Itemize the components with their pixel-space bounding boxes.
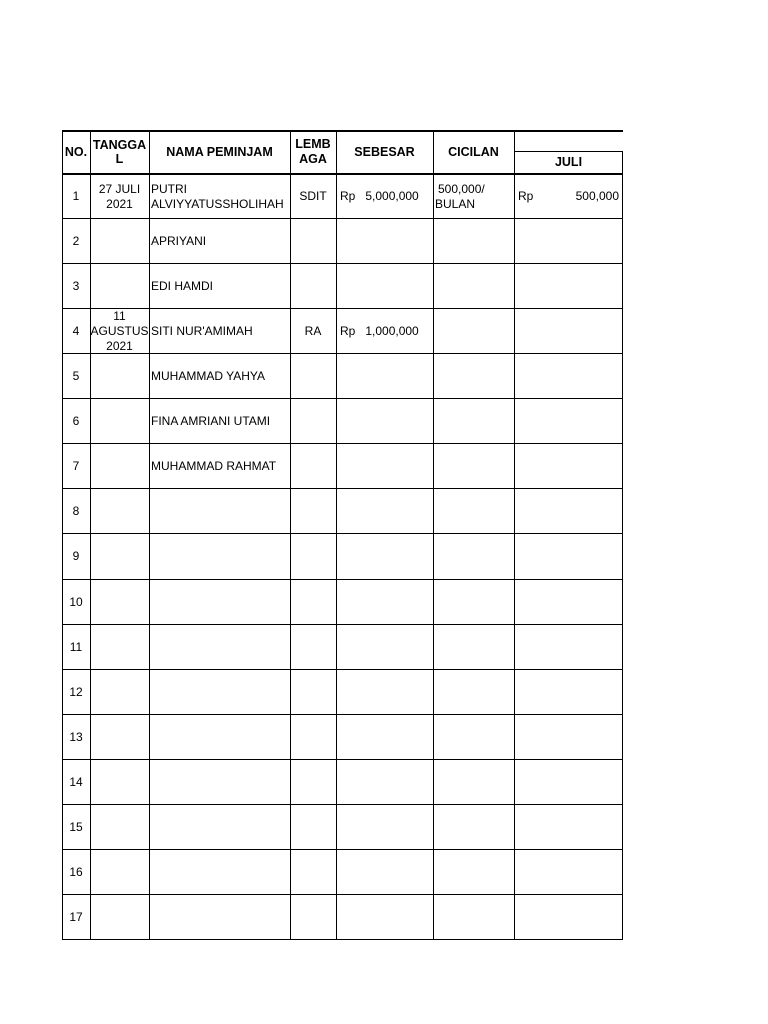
cell-nama <box>149 895 290 940</box>
cell-lembaga <box>290 580 336 625</box>
cell-no: 3 <box>72 279 80 294</box>
grid-line <box>62 488 623 489</box>
cell-tanggal <box>90 219 149 264</box>
cell-cicilan <box>433 219 514 264</box>
cell-nama: APRIYANI <box>151 234 207 249</box>
cell-juli <box>514 309 623 354</box>
cell-nama: MUHAMMAD YAHYA <box>151 369 266 384</box>
cell-lembaga <box>290 264 336 309</box>
header-tanggal: TANGGAL <box>92 138 147 166</box>
grid-line <box>62 533 623 534</box>
currency-label: Rp <box>340 189 356 204</box>
cell-no: 2 <box>72 234 80 249</box>
cell-tanggal <box>90 399 149 444</box>
cell-lembaga <box>290 219 336 264</box>
cell-sebesar <box>336 850 433 895</box>
grid-line <box>149 130 150 940</box>
cell-no: 9 <box>72 549 80 564</box>
cell-tanggal <box>90 264 149 309</box>
cell-juli <box>514 580 623 625</box>
grid-line <box>62 173 623 175</box>
cell-sebesar <box>336 444 433 489</box>
cell-no: 14 <box>69 774 83 789</box>
grid-line <box>62 894 623 895</box>
cell-lembaga <box>290 670 336 715</box>
grid-line <box>62 443 623 444</box>
cell-nama <box>149 580 290 625</box>
cell-juli <box>514 805 623 850</box>
cell-juli <box>514 174 623 219</box>
cell-lembaga <box>290 760 336 805</box>
cell-cicilan <box>433 354 514 399</box>
grid-line <box>62 669 623 670</box>
cell-cicilan <box>433 850 514 895</box>
cell-cicilan <box>433 805 514 850</box>
cell-lembaga <box>290 715 336 760</box>
cell-juli <box>514 219 623 264</box>
cell-no: 12 <box>69 684 83 699</box>
grid-line <box>514 130 515 940</box>
cell-juli <box>514 444 623 489</box>
cell-juli <box>514 895 623 940</box>
cell-sebesar <box>336 264 433 309</box>
cell-no: 6 <box>72 414 80 429</box>
cell-nama <box>149 670 290 715</box>
cell-lembaga <box>290 444 336 489</box>
amount-value: 1,000,000 <box>365 324 419 339</box>
grid-line <box>90 130 91 940</box>
cell-juli <box>514 715 623 760</box>
cell-sebesar <box>336 354 433 399</box>
cell-nama <box>149 850 290 895</box>
cell-no: 8 <box>72 504 80 519</box>
cell-no: 15 <box>69 819 83 834</box>
cell-juli <box>514 760 623 805</box>
cell-no: 16 <box>69 864 83 879</box>
cell-lembaga <box>290 354 336 399</box>
cell-sebesar <box>336 670 433 715</box>
cell-lembaga <box>290 895 336 940</box>
cell-juli <box>514 625 623 670</box>
cell-tanggal: 11 AGUSTUS 2021 <box>90 309 149 354</box>
cell-cicilan <box>433 625 514 670</box>
cell-cicilan <box>433 309 514 354</box>
cell-tanggal: 27 JULI 2021 <box>98 181 141 211</box>
cell-lembaga <box>290 534 336 579</box>
cell-cicilan <box>433 174 514 219</box>
cell-lembaga <box>290 399 336 444</box>
cell-tanggal <box>90 489 149 534</box>
grid-line <box>62 579 623 580</box>
header-sebesar: SEBESAR <box>354 144 415 159</box>
grid-line <box>622 151 623 940</box>
cell-juli <box>514 264 623 309</box>
cell-nama <box>149 760 290 805</box>
cell-sebesar <box>336 489 433 534</box>
cell-tanggal <box>90 534 149 579</box>
cell-nama <box>149 715 290 760</box>
cell-no: 4 <box>72 324 80 339</box>
cell-sebesar <box>336 534 433 579</box>
cell-sebesar <box>336 219 433 264</box>
header-nama-peminjam: NAMA PEMINJAM <box>166 144 273 159</box>
cell-tanggal <box>90 895 149 940</box>
grid-line <box>62 218 623 219</box>
cell-tanggal <box>90 625 149 670</box>
cell-sebesar <box>336 174 433 219</box>
currency-label: Rp <box>340 324 356 339</box>
cell-sebesar <box>336 399 433 444</box>
cell-juli <box>514 670 623 715</box>
cell-cicilan <box>433 489 514 534</box>
header-juli: JULI <box>554 155 583 169</box>
cell-tanggal <box>90 354 149 399</box>
cell-no: 1 <box>72 189 80 204</box>
cell-nama: MUHAMMAD RAHMAT <box>151 459 277 474</box>
cell-sebesar <box>336 309 433 354</box>
grid-line <box>62 939 623 940</box>
cell-tanggal <box>90 805 149 850</box>
cell-tanggal <box>90 715 149 760</box>
cell-tanggal <box>90 850 149 895</box>
amount-value: 5,000,000 <box>365 189 419 204</box>
grid-line <box>62 263 623 264</box>
cell-cicilan <box>433 670 514 715</box>
grid-line <box>62 130 63 940</box>
grid-line <box>433 130 434 940</box>
cell-juli <box>514 534 623 579</box>
cell-no: 7 <box>72 459 80 474</box>
cell-cicilan <box>433 399 514 444</box>
cell-sebesar <box>336 760 433 805</box>
cell-lembaga <box>290 489 336 534</box>
cell-juli <box>514 354 623 399</box>
cell-tanggal <box>90 670 149 715</box>
cell-lembaga <box>290 625 336 670</box>
cicilan-amount: 500,000/ <box>438 181 485 196</box>
cell-lembaga <box>290 850 336 895</box>
cell-juli <box>514 850 623 895</box>
cell-lembaga: SDIT <box>299 189 327 204</box>
cell-juli <box>514 399 623 444</box>
grid-line <box>62 353 623 354</box>
header-no: NO. <box>64 144 88 159</box>
grid-line <box>290 130 291 940</box>
header-cicilan: CICILAN <box>448 144 499 159</box>
grid-line <box>62 398 623 399</box>
cell-nama <box>149 534 290 579</box>
cell-no: 17 <box>69 909 83 924</box>
cell-sebesar <box>336 805 433 850</box>
cell-cicilan <box>433 715 514 760</box>
cell-cicilan <box>433 580 514 625</box>
cell-no: 11 <box>69 639 83 654</box>
grid-line <box>336 130 337 940</box>
cell-nama <box>149 625 290 670</box>
cell-cicilan <box>433 760 514 805</box>
cell-sebesar <box>336 580 433 625</box>
cell-sebesar <box>336 715 433 760</box>
cell-cicilan <box>433 264 514 309</box>
cell-nama: SITI NUR'AMIMAH <box>151 324 253 339</box>
cell-no: 13 <box>69 729 83 744</box>
cicilan-period: BULAN <box>435 196 476 211</box>
cell-nama: EDI HAMDI <box>151 279 214 294</box>
grid-line <box>62 804 623 805</box>
grid-line <box>62 849 623 850</box>
cell-sebesar <box>336 895 433 940</box>
grid-line <box>62 759 623 760</box>
cell-no: 5 <box>72 369 80 384</box>
cell-lembaga: RA <box>304 324 322 339</box>
cell-tanggal <box>90 580 149 625</box>
cell-nama <box>149 489 290 534</box>
grid-line <box>62 624 623 625</box>
cell-lembaga <box>290 805 336 850</box>
cell-tanggal <box>90 760 149 805</box>
cell-tanggal <box>90 444 149 489</box>
cell-no: 10 <box>69 594 83 609</box>
grid-line <box>514 151 623 152</box>
cell-nama: FINA AMRIANI UTAMI <box>151 414 271 429</box>
grid-line <box>62 130 623 132</box>
cell-nama <box>149 805 290 850</box>
cell-sebesar <box>336 625 433 670</box>
amount-value: 500,000 <box>575 189 619 204</box>
grid-line <box>62 308 623 309</box>
loan-table <box>62 130 623 940</box>
header-lembaga: LEMBAGA <box>295 137 331 166</box>
grid-line <box>62 714 623 715</box>
cell-nama: PUTRI ALVIYYATUSSHOLIHAH <box>151 181 284 211</box>
cell-cicilan <box>433 534 514 579</box>
cell-juli <box>514 489 623 534</box>
cell-cicilan <box>433 895 514 940</box>
cell-cicilan <box>433 444 514 489</box>
currency-label: Rp <box>518 189 534 204</box>
